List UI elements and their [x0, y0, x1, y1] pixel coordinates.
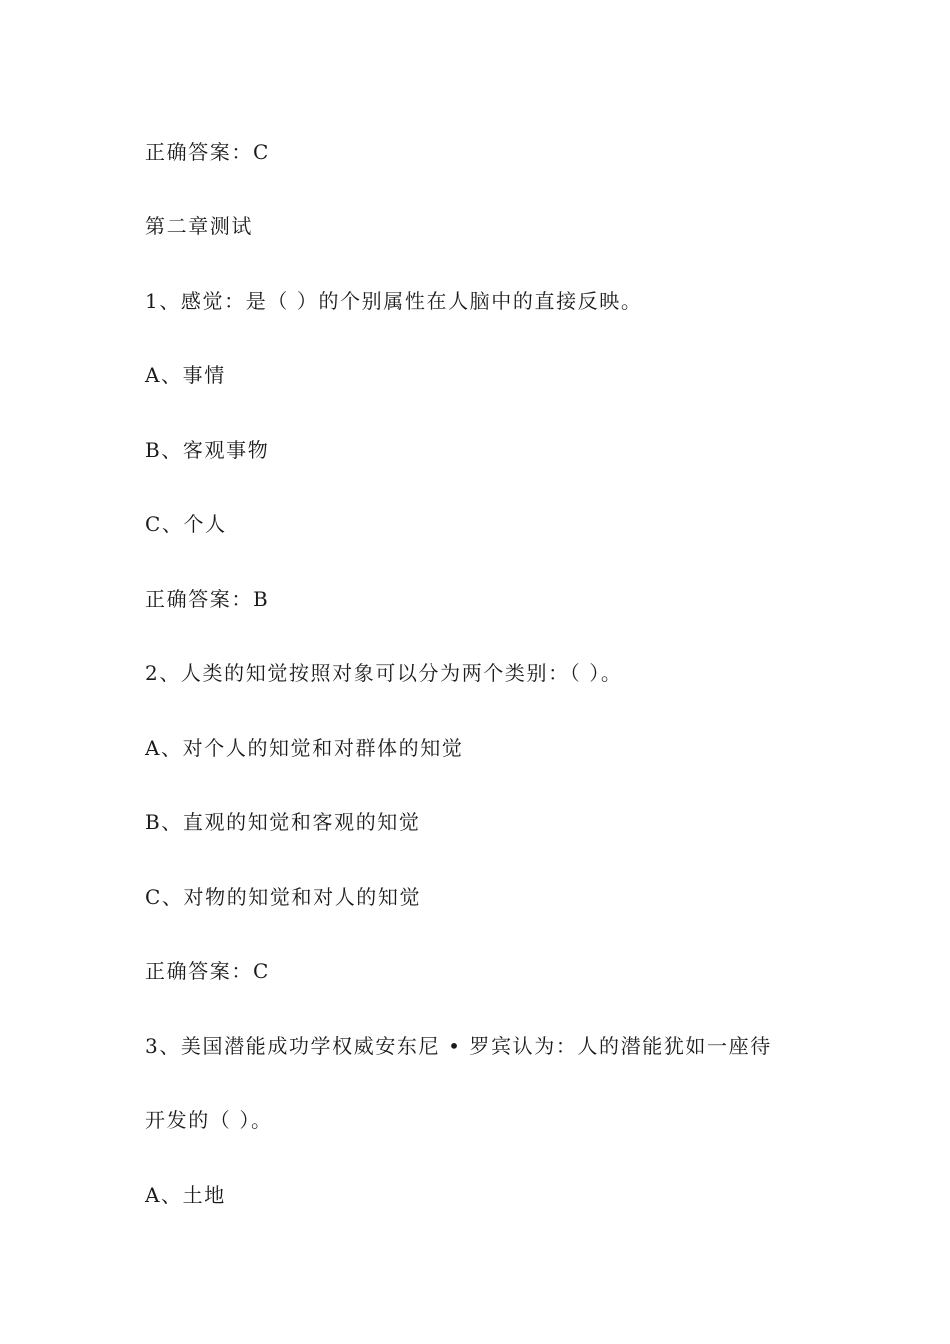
question-2-option-a: A、对个人的知觉和对群体的知觉 [145, 736, 464, 760]
question-1-option-a: A、事情 [145, 363, 226, 387]
question-1-option-b: B、客观事物 [145, 438, 270, 462]
question-1-option-c: C、个人 [145, 512, 227, 536]
question-2-option-c: C、对物的知觉和对人的知觉 [145, 885, 422, 909]
question-1-correct-answer: 正确答案：B [145, 587, 270, 611]
chapter-title: 第二章测试 [145, 214, 253, 238]
previous-correct-answer: 正确答案：C [145, 140, 270, 164]
question-3-stem-line-1: 3、美国潜能成功学权威安东尼 • 罗宾认为：人的潜能犹如一座待 [145, 1034, 772, 1058]
question-3-option-a: A、土地 [145, 1183, 226, 1207]
question-2-correct-answer: 正确答案：C [145, 959, 270, 983]
question-2-stem: 2、人类的知觉按照对象可以分为两个类别：（ ）。 [145, 661, 623, 685]
question-2-option-b: B、直观的知觉和客观的知觉 [145, 810, 421, 834]
question-1-stem: 1、感觉：是（ ）的个别属性在人脑中的直接反映。 [145, 289, 643, 313]
question-3-stem-line-2: 开发的（ ）。 [145, 1108, 273, 1132]
